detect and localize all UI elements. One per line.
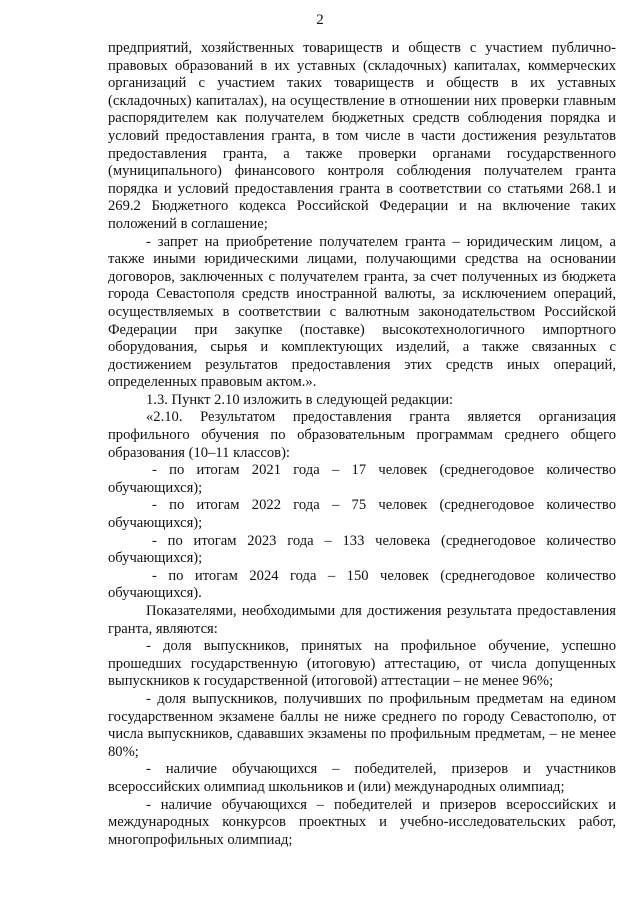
page-number: 2 <box>316 12 324 28</box>
indicator-graduates-exam: - доля выпускников, получивших по профильным предметам на едином государственном экзамене баллы не ниже среднего по городу Севастополю, от числа выпускников, сдававших экзамены по профильным предметам, – не менее 80%; <box>108 690 616 760</box>
indicator-olympiads: - наличие обучающихся – победителей, призеров и участников всероссийских олимпиад школьников и (или) международных олимпиад; <box>108 761 616 795</box>
paragraph-continuation: предприятий, хозяйственных товариществ и обществ с участием публично-правовых образований в их уставных (складочных) капиталах, коммерческих организаций с участием таких товариществ и обществ в их уставных (складочных) капиталах), на осуществление в отношении них проверки главным распорядителем как получателем бюджетных средств соблюдения порядка и условий предоставления гранта, в том числе в части достижения результатов предоставления гранта, а также проверки органами государственного (муниципального) финансового контроля соблюдения получателем гранта порядка и условий предоставления гранта в соответствии со статьями 268.1 и 269.2 Бюджетного кодекса Российской Федерации и на включение таких положений в соглашение; <box>108 40 616 232</box>
indicator-contests: - наличие обучающихся – победителей и призеров всероссийских и международных конкурсов проектных и учебно-исследовательских работ, многопрофильных олимпиад; <box>108 796 616 848</box>
indicator-graduates-attestation: - доля выпускников, принятых на профильное обучение, успешно прошедших государственную (итоговую) аттестацию, от числа допущенных выпускников к государственной (итоговой) аттестации – не менее 96%; <box>108 638 616 690</box>
list-item-2021: - по итогам 2021 года – 17 человек (среднегодовое количество обучающихся); <box>108 462 616 496</box>
paragraph-indicators-intro: Показателями, необходимыми для достижения результата предоставления гранта, являются: <box>108 603 616 637</box>
list-item-2023: - по итогам 2023 года – 133 человека (среднегодовое количество обучающихся); <box>108 532 616 567</box>
paragraph-clause-1-3: 1.3. Пункт 2.10 изложить в следующей редакции: <box>146 391 454 408</box>
list-item-2022: - по итогам 2022 года – 75 человек (среднегодовое количество обучающихся); <box>108 497 616 532</box>
paragraph-currency-ban: - запрет на приобретение получателем гранта – юридическим лицом, а также иными юридическими лицами, получающими средства на основании договоров, заключенных с получателем гранта, за счет полученных из бюджета города Севастополя средств иностранной валюты, за исключением операций, осуществляемых в соответствии с валютным законодательством Российской Федерации при закупке (поставке) высокотехнологичного импортного оборудования, сырья и комплектующих изделий, а также связанных с достижением результатов предоставления этих средств иных операций, определенных правовым актом.». <box>108 233 616 391</box>
document-body <box>108 40 616 849</box>
list-item-2024: - по итогам 2024 года – 150 человек (среднегодовое количество обучающихся). <box>108 567 616 602</box>
paragraph-clause-2-10: «2.10. Результатом предоставления гранта является организация профильного обучения по образовательным программам среднего общего образования (10–11 классов): <box>108 409 616 461</box>
